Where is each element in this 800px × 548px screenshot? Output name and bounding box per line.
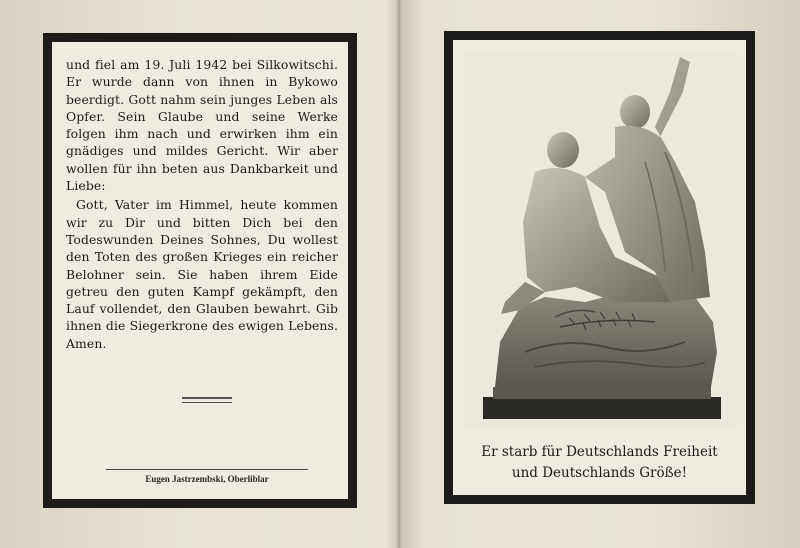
double-rule-ornament <box>182 397 232 405</box>
prayer-text <box>66 56 338 352</box>
left-page-frame <box>43 33 357 508</box>
printer-imprint: Eugen Jastrzembski, Oberliblar <box>106 469 308 484</box>
memorial-statue-photo <box>465 52 737 427</box>
paragraph-biography: und fiel am 19. Juli 1942 bei Silkowitschi. Er wurde dann von ihnen in Bykowo beerdigt. Gott nahm sein junges Leben als Opfer. Sein Glaube und seine Werke folgen ihm nach und erwirken ihm ein gnädiges und mildes Gericht. Wir aber wollen für ihn beten aus Dankbarkeit und Liebe: <box>66 57 338 194</box>
caption-line-1: Er starb für Deutschlands Freiheit <box>481 444 718 460</box>
caption-line-2: und Deutschlands Größe! <box>511 465 688 481</box>
right-page-frame <box>444 31 755 504</box>
paragraph-prayer: Gott, Vater im Himmel, heute kommen wir zu Dir und bitten Dich bei den Todeswunden Deines Sohnes, Du wollest den Toten des großen Krieges ein reicher Belohner sein. Sie haben ihrem Eide getreu den guten Kampf gekämpft, den Lauf vollendet, den Glauben bewahrt. Gib ihnen die Siegerkrone des ewigen Lebens. Amen. <box>66 197 338 351</box>
memorial-caption <box>453 442 746 484</box>
center-fold <box>396 0 402 548</box>
